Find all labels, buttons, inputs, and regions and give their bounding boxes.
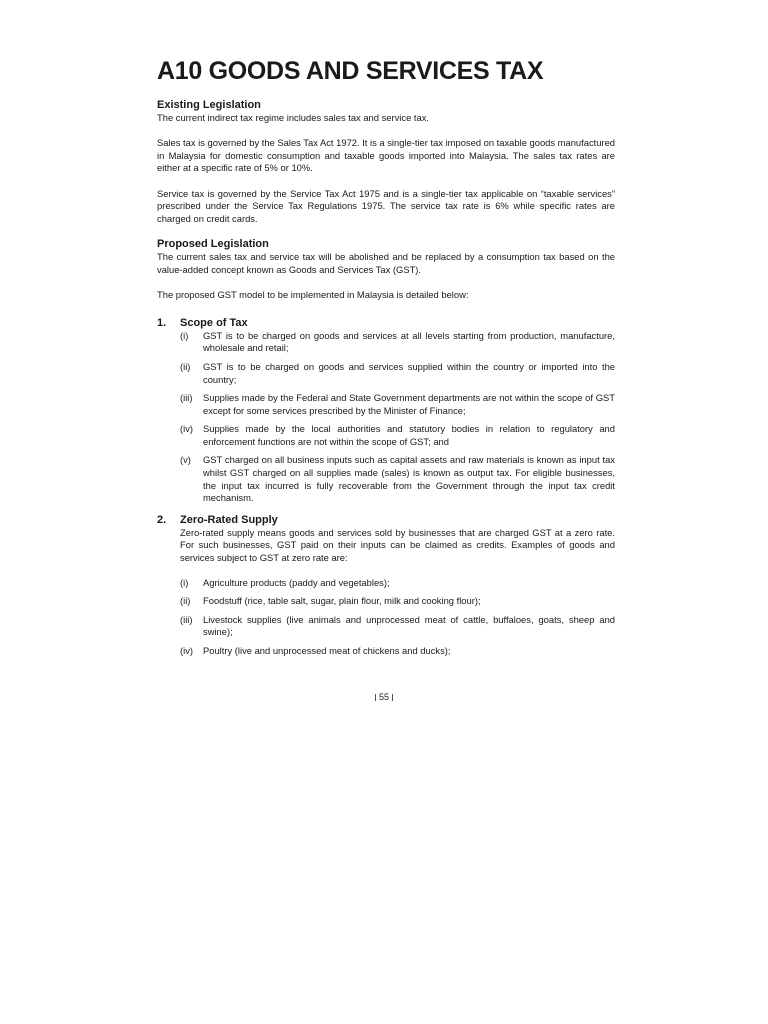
scope-list	[157, 330, 615, 505]
existing-legislation-heading: Existing Legislation	[157, 99, 261, 111]
item-marker: (v)	[180, 454, 191, 466]
existing-paragraph-2: Sales tax is governed by the Sales Tax Act 1972. It is a single-tier tax imposed on taxable goods manufactured in Malaysia for domestic consumption and taxable goods imported into Malaysia. The sales tax rates are either at a specific rate of 5% or 10%.	[157, 137, 615, 174]
item-text: Supplies made by the Federal and State Government departments are not within the scope of GST except for some services prescribed by the Minister of Finance;	[203, 392, 615, 416]
section-heading	[157, 316, 615, 330]
section-title: Zero-Rated Supply	[180, 513, 278, 526]
list-item	[180, 330, 615, 355]
list-item	[180, 392, 615, 417]
list-item	[180, 454, 615, 504]
item-marker: (iii)	[180, 392, 193, 404]
item-text: GST is to be charged on goods and services at all levels starting from production, manufacture, wholesale and retail;	[203, 329, 615, 354]
section-intro: Zero-rated supply means goods and services sold by businesses that are charged GST at a zero rate. For such businesses, GST paid on their inputs can be claimed as credits. Examples of goods and services subject to GST at zero rate are:	[180, 526, 615, 564]
item-text: GST is to be charged on goods and services supplied within the country or imported into the country;	[203, 360, 615, 385]
title-text: GOODS AND SERVICES TAX	[208, 57, 544, 85]
item-text: Supplies made by the local authorities and statutory bodies in relation to regulatory and enforcement functions are not within the scope of GST; and	[203, 423, 615, 447]
list-item	[180, 361, 615, 386]
item-text: Livestock supplies (live animals and unprocessed meat of cattle, buffaloes, goats, sheep and swine);	[203, 613, 615, 638]
section-scope-of-tax	[157, 316, 615, 505]
item-text: GST charged on all business inputs such as capital assets and raw materials is known as input tax whilst GST charged on all supplies made (sales) is known as output tax. For eligible businesses, the input tax incurred is fully recoverable from the Government through the input tax credit mechanism.	[203, 454, 615, 504]
list-item	[180, 423, 615, 448]
page-title	[157, 56, 615, 86]
page-number-divider	[375, 694, 376, 701]
item-text: Poultry (live and unprocessed meat of chickens and ducks);	[203, 645, 451, 656]
page-number: 55	[378, 692, 389, 702]
proposed-legislation-section	[157, 237, 615, 301]
section-heading	[157, 513, 615, 527]
list-item	[180, 645, 615, 658]
item-marker: (ii)	[180, 360, 191, 372]
section-zero-rated-supply	[157, 513, 615, 658]
list-item	[180, 614, 615, 639]
page-footer	[0, 691, 768, 703]
page-number-divider	[392, 694, 393, 701]
title-code: A10	[157, 57, 202, 85]
zero-rated-list	[157, 577, 615, 658]
section-title: Scope of Tax	[180, 316, 248, 329]
item-marker: (iv)	[180, 423, 194, 435]
page-content	[157, 56, 615, 664]
proposed-paragraph-2: The proposed GST model to be implemented in Malaysia is detailed below:	[157, 289, 469, 301]
list-item	[180, 595, 615, 608]
existing-legislation-section	[157, 98, 615, 225]
item-marker: (i)	[180, 329, 189, 341]
proposed-legislation-heading: Proposed Legislation	[157, 238, 269, 251]
item-marker: (ii)	[180, 595, 191, 607]
existing-paragraph-3: Service tax is governed by the Service Tax Act 1975 and is a single-tier tax applicable on “taxable services” prescribed under the Service Tax Regulations 1975. The service tax rate is 6% while specific rates are charged on credit cards.	[157, 187, 615, 224]
item-marker: (i)	[180, 576, 189, 588]
list-item	[180, 577, 615, 590]
proposed-paragraph-1: The current sales tax and service tax will be abolished and be replaced by a consumption tax based on the value-added concept known as Goods and Services Tax (GST).	[157, 251, 615, 275]
item-text: Agriculture products (paddy and vegetables);	[203, 576, 390, 588]
existing-paragraph-1: The current indirect tax regime includes sales tax and service tax.	[157, 112, 429, 123]
item-marker: (iv)	[180, 645, 194, 656]
item-text: Foodstuff (rice, table salt, sugar, plain flour, milk and cooking flour);	[203, 595, 481, 607]
item-marker: (iii)	[180, 613, 193, 625]
section-number: 1.	[157, 316, 167, 329]
section-number: 2.	[157, 513, 167, 526]
